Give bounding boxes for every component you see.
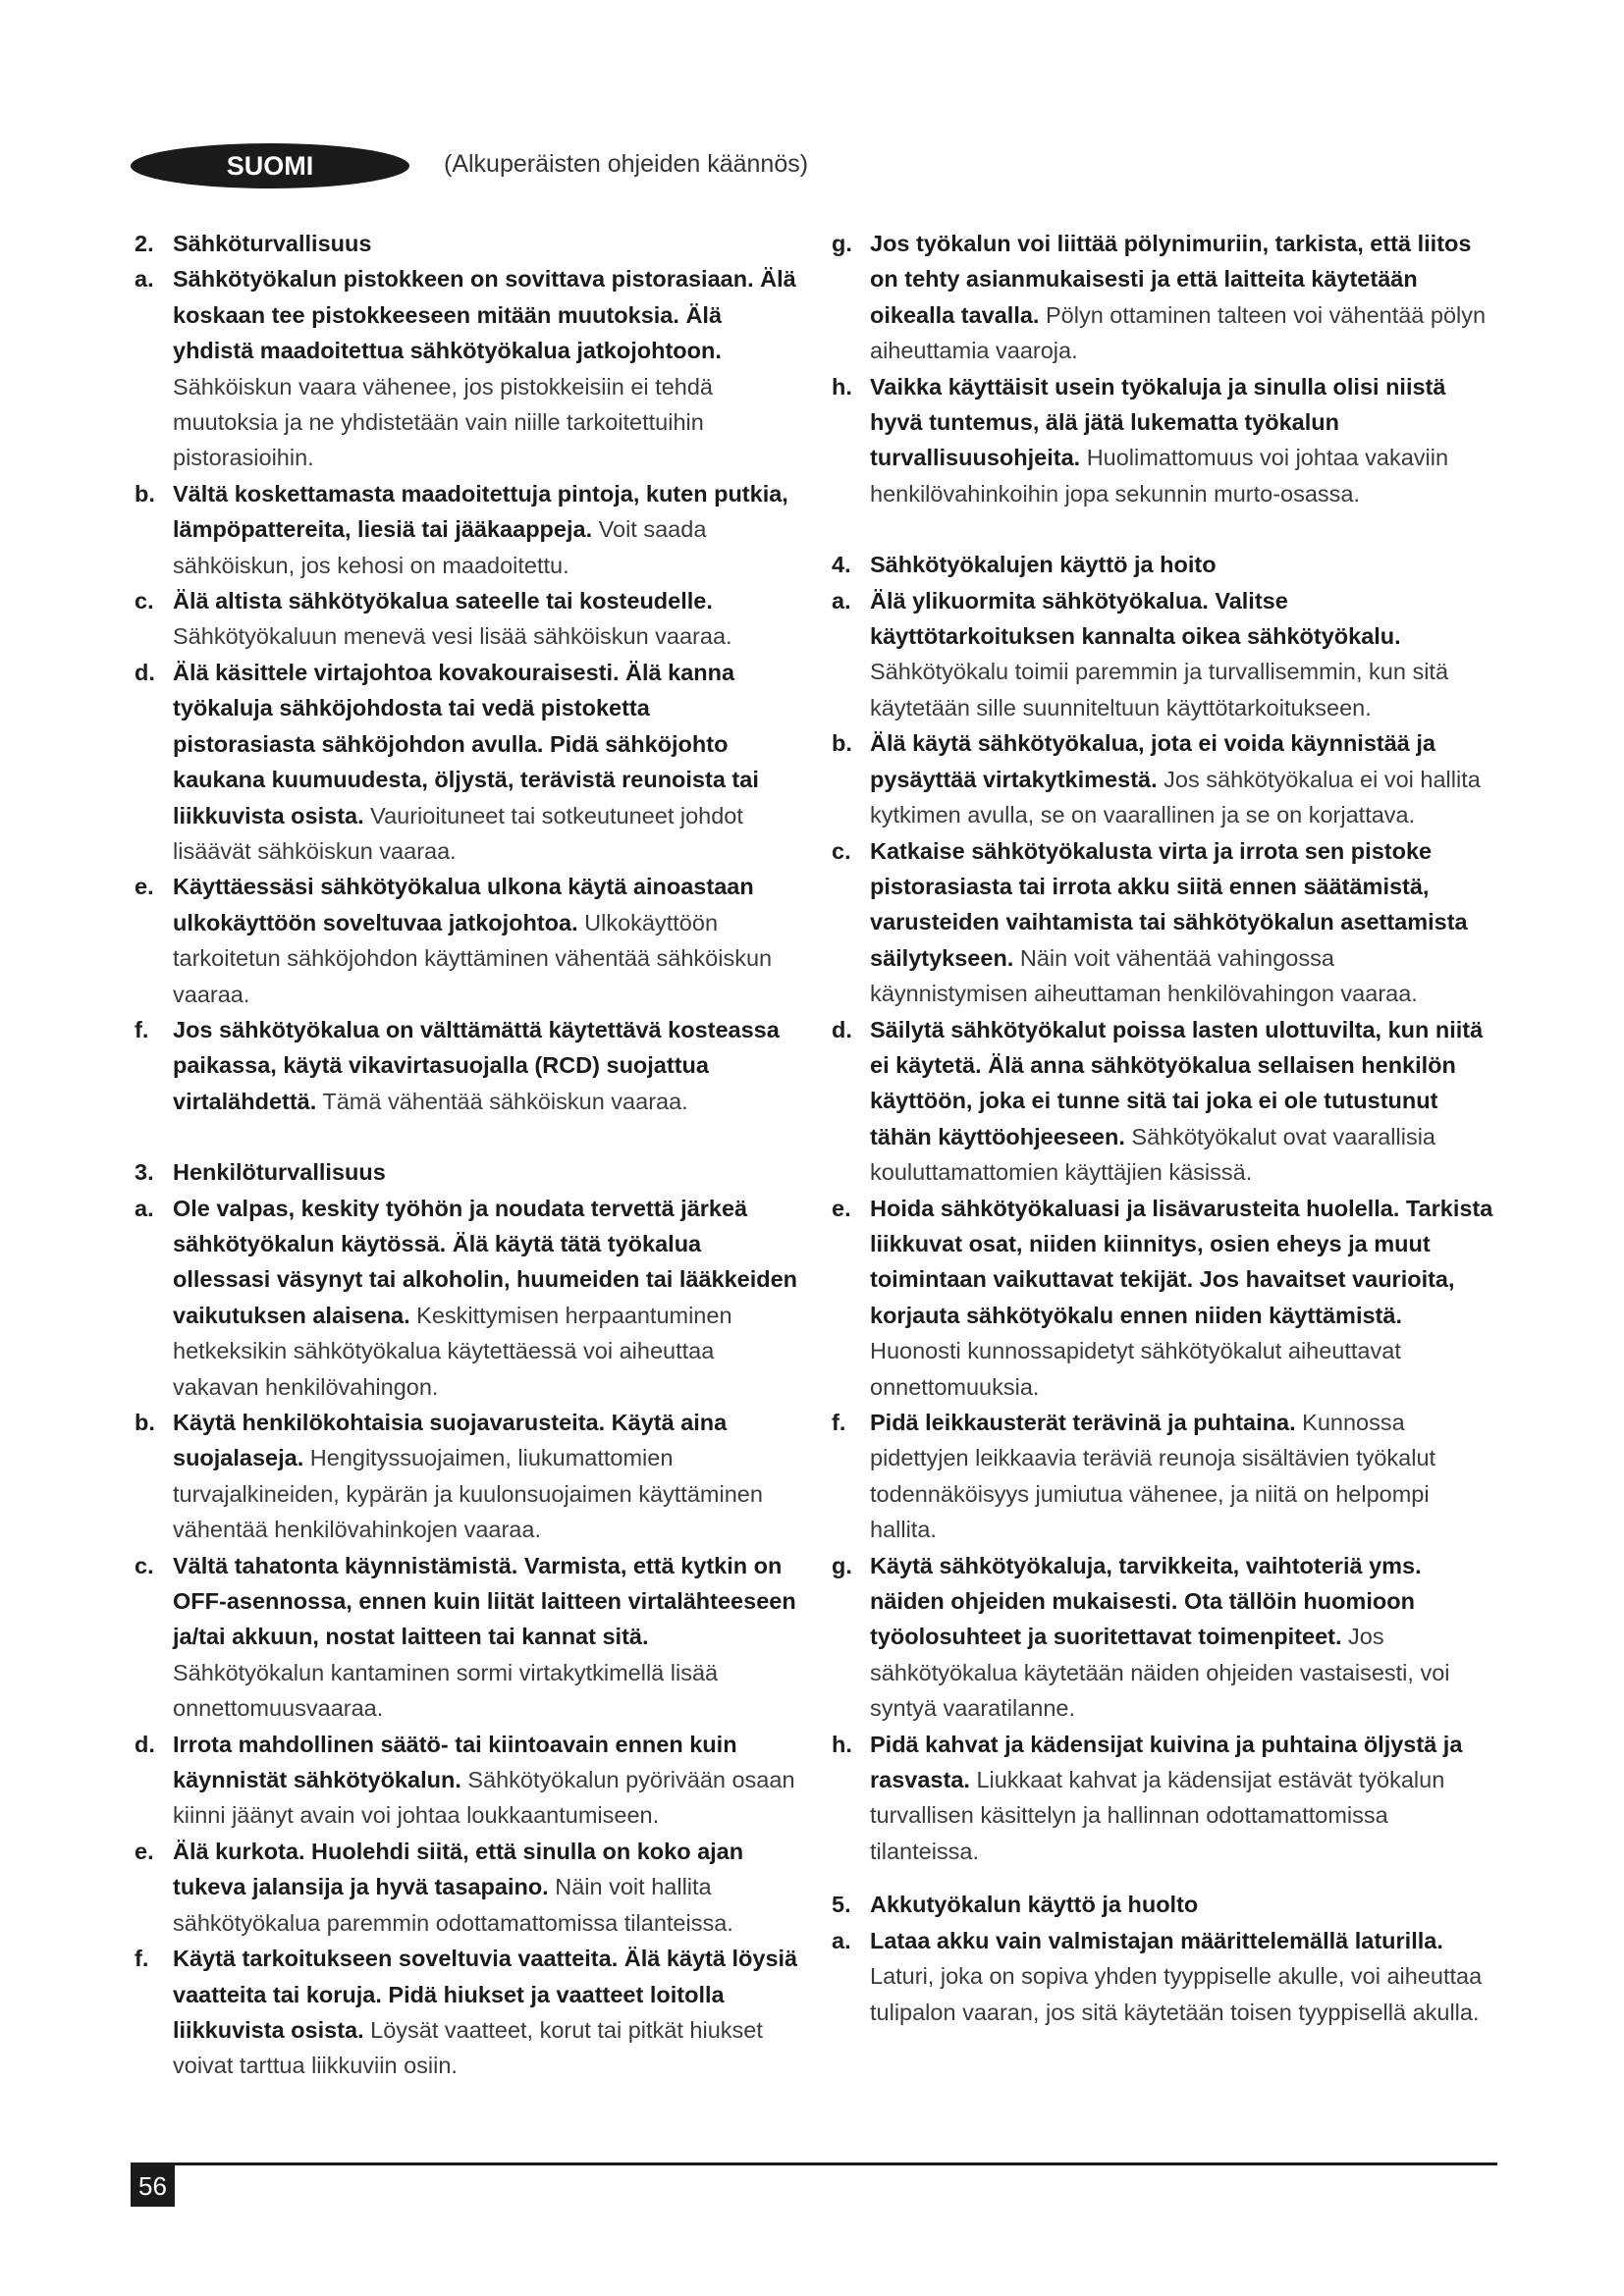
item-text: Liukkaat kahvat ja kädensijat estävät työkalun turvallisen käsittelyn ja hallinnan odottamattomissa tilanteissa. [870,1767,1445,1864]
item-bold: Älä käytä sähkötyökalua, jota ei voida käynnistää ja pysäyttää virtakytkimestä. [870,730,1436,792]
item-text: Vaurioituneet tai sotkeutuneet johdot lisäävät sähköiskun vaaraa. [173,802,743,864]
item-text: Keskittymisen herpaantuminen hetkeksikin sähkötyökalua käytettäessä voi aiheuttaa vakavan henkilövahingon. [173,1302,732,1400]
item-letter: b. [135,480,155,507]
item-bold: Sähkötyökalun pistokkeen on sovittava pistorasiaan. Älä koskaan tee pistokkeeseen mitään muutoksia. Älä yhdistä maadoitettua sähkötyökalua jatkojohtoon. [173,266,796,364]
item-letter: d. [135,1731,155,1757]
item-letter: c. [135,1552,154,1578]
item-bold: Ole valpas, keskity työhön ja noudata tervettä järkeä sähkötyökalun käytössä. Älä käytä tätä työkalua ollessasi väsynyt tai alkoholin, huumeiden tai lääkkeiden vaikutuksen alaisena. [173,1195,798,1328]
item-bold: Jos sähkötyökalua on välttämättä käytettävä kosteassa paikassa, käytä vikavirtasuojalla (RCD) suojattua virtalähdettä. [173,1016,780,1114]
item-letter: d. [832,1016,852,1042]
item-letter: g. [832,231,852,256]
item-letter: f. [832,1410,846,1435]
list-item [131,869,798,1012]
item-bold: Vältä tahatonta käynnistämistä. Varmista, että kytkin on OFF-asennossa, ennen kuin liität laitteen virtalähteeseen ja/tai akkuun, nostat laitteen tai kannat sitä. [173,1552,796,1650]
item-letter: f. [135,1946,149,1972]
list-item [131,1727,798,1834]
item-letter: e. [135,1838,154,1864]
list-item [131,1191,798,1405]
list-item [828,725,1495,832]
list-item [828,1012,1495,1191]
item-text: Huonosti kunnossapidetyt sähkötyökalut aiheuttavat onnettomuuksia. [870,1338,1401,1400]
section-spacer [828,511,1495,547]
section-heading [131,226,798,261]
section-title: Henkilöturvallisuus [173,1159,386,1186]
list-item [131,1834,798,1941]
item-letter: e. [135,874,154,900]
item-bold: Älä käsittele virtajohtoa kovakouraisesti. Älä kanna työkaluja sähköjohdosta tai vedä pistoketta pistorasiasta sähköjohdon avulla. Pidä sähköjohto kaukana kuumuudesta, öljystä, terävistä reunoista tai liikkuvista osista. [173,659,759,828]
item-bold: Käytä tarkoitukseen soveltuvia vaatteita. Älä käytä löysiä vaatteita tai koruja. Pidä hiukset ja vaatteet loitolla liikkuvista osista. [173,1946,798,2043]
list-item [131,476,798,583]
item-text: Ulkokäyttöön tarkoitetun sähköjohdon käyttäminen vähentää sähköiskun vaaraa. [173,909,773,1007]
list-item [828,1405,1495,1548]
item-bold: Käytä henkilökohtaisia suojavarusteita. Käytä aina suojalaseja. [173,1410,728,1471]
section-spacer [131,1119,798,1154]
translation-note: (Alkuperäisten ohjeiden käännös) [444,150,809,178]
list-item [828,226,1495,369]
item-bold: Säilytä sähkötyökalut poissa lasten ulottuvilta, kun niitä ei käytetä. Älä anna sähkötyökalua sellaisen henkilön käyttöön, joka ei tunne sitä tai joka ei ole tutustunut tähän käyttöohjeeseen. [870,1016,1484,1149]
right-column [828,226,1495,2030]
list-item [828,833,1495,1012]
item-letter: a. [832,587,851,614]
list-item [131,583,798,655]
item-bold: Irrota mahdollinen säätö- tai kiintoavain ennen kuin käynnistät sähkötyökalun. [173,1731,737,1793]
item-letter: f. [135,1016,149,1042]
item-text: Näin voit vähentää vahingossa käynnistymisen aiheuttaman henkilövahingon vaaraa. [870,944,1418,1007]
item-bold: Vaikka käyttäisit usein työkaluja ja sinulla olisi niistä hyvä tuntemus, älä jätä lukematta työkalun turvallisuusohjeita. [870,373,1446,471]
item-bold: Pidä kahvat ja kädensijat kuivina ja puhtaina öljystä ja rasvasta. [870,1731,1463,1793]
section-heading [828,1887,1495,1922]
item-bold: Älä ylikuormita sähkötyökalua. Valitse käyttötarkoituksen kannalta oikea sähkötyökalu. [870,587,1401,650]
item-bold: Pidä leikkausterät terävinä ja puhtaina. [870,1410,1296,1435]
list-item [131,1548,798,1727]
item-letter: b. [832,730,852,757]
list-item [828,1923,1495,2030]
item-text: Huolimattomuus voi johtaa vakaviin henkilövahinkoihin jopa sekunnin murto-osassa. [870,445,1449,507]
section-heading [828,547,1495,582]
item-bold: Älä kurkota. Huolehdi siitä, että sinulla on koko ajan tukeva jalansija ja hyvä tasapaino. [173,1838,744,1900]
item-text: Tämä vähentää sähköiskun vaaraa. [316,1088,688,1114]
item-bold: Jos työkalun voi liittää pölynimuriin, tarkista, että liitos on tehty asianmukaisesti ja että laitteita käytetään oikealla tavalla. [870,231,1472,328]
item-text: Voit saada sähköiskun, jos kehosi on maadoitettu. [173,516,707,578]
item-text: Sähkötyökalu toimii paremmin ja turvallisemmin, kun sitä käytetään sille suunniteltuun käyttötarkoitukseen. [870,659,1449,721]
list-item [828,583,1495,726]
item-text: Sähkötyökalun kantaminen sormi virtakytkimellä lisää onnettomuusvaaraa. [173,1659,719,1722]
item-bold: Älä altista sähkötyökalua sateelle tai kosteudelle. [173,588,713,614]
item-text: Hengityssuojaimen, liukumattomien turvajalkineiden, kypärän ja kuulonsuojaimen käyttäminen vähentää henkilövahinkojen vaaraa. [173,1445,763,1543]
item-letter: h. [832,373,852,400]
item-bold: Käytä sähkötyökaluja, tarvikkeita, vaihtoteriä yms. näiden ohjeiden mukaisesti. Ota tällöin huomioon työolosuhteet ja suoritettavat toimenpiteet. [870,1552,1422,1650]
item-text: Kunnossa pidettyjen leikkaavia teräviä reunoja sisältävien työkalut todennäköisyys jumiutua vähenee, ja niitä on helpompi hallita. [870,1410,1436,1543]
item-text: Sähkötyökalut ovat vaarallisia kouluttamattomien käyttäjien käsissä. [870,1123,1436,1186]
item-bold: Hoida sähkötyökaluasi ja lisävarusteita huolella. Tarkista liikkuvat osat, niiden kiinnitys, osien eheys ja muut toimintaan vaikuttavat tekijät. Jos havaitset vaurioita, korjauta sähkötyökalu ennen niiden käyttämistä. [870,1195,1493,1328]
item-letter: c. [135,588,154,614]
list-item [828,369,1495,512]
section-number: 3. [135,1159,154,1186]
item-letter: c. [832,837,851,864]
item-letter: a. [832,1927,851,1953]
page-number: 56 [131,2165,175,2207]
item-letter: d. [135,659,155,685]
footer-divider [131,2163,1497,2165]
item-bold: Katkaise sähkötyökalusta virta ja irrota sen pistoke pistorasiasta tai irrota akku siitä ennen säätämistä, varusteiden vaihtamista tai sähkötyökalun asettamista säilytykseen. [870,837,1468,971]
section-title: Akkutyökalun käyttö ja huolto [870,1892,1199,1918]
list-item [131,1405,798,1548]
item-text: Sähkötyökaluun menevä vesi lisää sähköiskun vaaraa. [173,623,732,650]
section-spacer [828,1869,1495,1887]
item-text: Laturi, joka on sopiva yhden tyyppiselle akulle, voi aiheuttaa tulipalon vaaran, jos sitä käytetään toisen tyyppisellä akulla. [870,1963,1483,2025]
section-heading [131,1154,798,1190]
list-item [131,1941,798,2084]
item-bold: Vältä koskettamasta maadoitettuja pintoja, kuten putkia, lämpöpattereita, liesiä tai jääkaappeja. [173,480,788,543]
list-item [131,1012,798,1119]
section-number: 4. [832,552,851,578]
list-item [131,655,798,869]
item-text: Jos sähkötyökalua ei voi hallita kytkimen avulla, se on vaarallinen ja se on korjattava. [870,766,1481,828]
item-text: Sähkötyökalun pyörivään osaan kiinni jäänyt avain voi johtaa loukkaantumiseen. [173,1767,795,1829]
list-item [828,1727,1495,1870]
language-badge: SUOMI [131,143,409,188]
item-text: Pölyn ottaminen talteen voi vähentää pölyn aiheuttamia vaaroja. [870,301,1487,364]
item-text: Löysät vaatteet, korut tai pitkät hiukset voivat tarttua liikkuviin osiin. [173,2016,763,2079]
section-number: 5. [832,1892,851,1918]
item-bold: Lataa akku vain valmistajan määrittelemällä laturilla. [870,1927,1443,1953]
item-text: Sähköiskun vaara vähenee, jos pistokkeisiin ei tehdä muutoksia ja ne yhdistetään vain niille tarkoitettuihin pistorasioihin. [173,373,713,471]
item-text: Näin voit hallita sähkötyökalua paremmin odottamattomissa tilanteissa. [173,1874,733,1936]
list-item [828,1548,1495,1727]
section-title: Sähkötyökalujen käyttö ja hoito [870,552,1217,578]
item-text: Jos sähkötyökalua käytetään näiden ohjeiden vastaisesti, voi syntyä vaaratilanne. [870,1624,1450,1722]
left-column [131,226,798,2084]
section-number: 2. [135,231,154,256]
item-letter: a. [135,1195,154,1221]
item-bold: Käyttäessäsi sähkötyökalua ulkona käytä ainoastaan ulkokäyttöön soveltuvaa jatkojohtoa. [173,874,754,935]
item-letter: e. [832,1195,851,1221]
item-letter: g. [832,1552,852,1578]
list-item [131,261,798,475]
item-letter: a. [135,266,154,293]
item-letter: b. [135,1410,155,1435]
list-item [828,1191,1495,1405]
item-letter: h. [832,1731,852,1757]
section-title: Sähköturvallisuus [173,231,372,256]
